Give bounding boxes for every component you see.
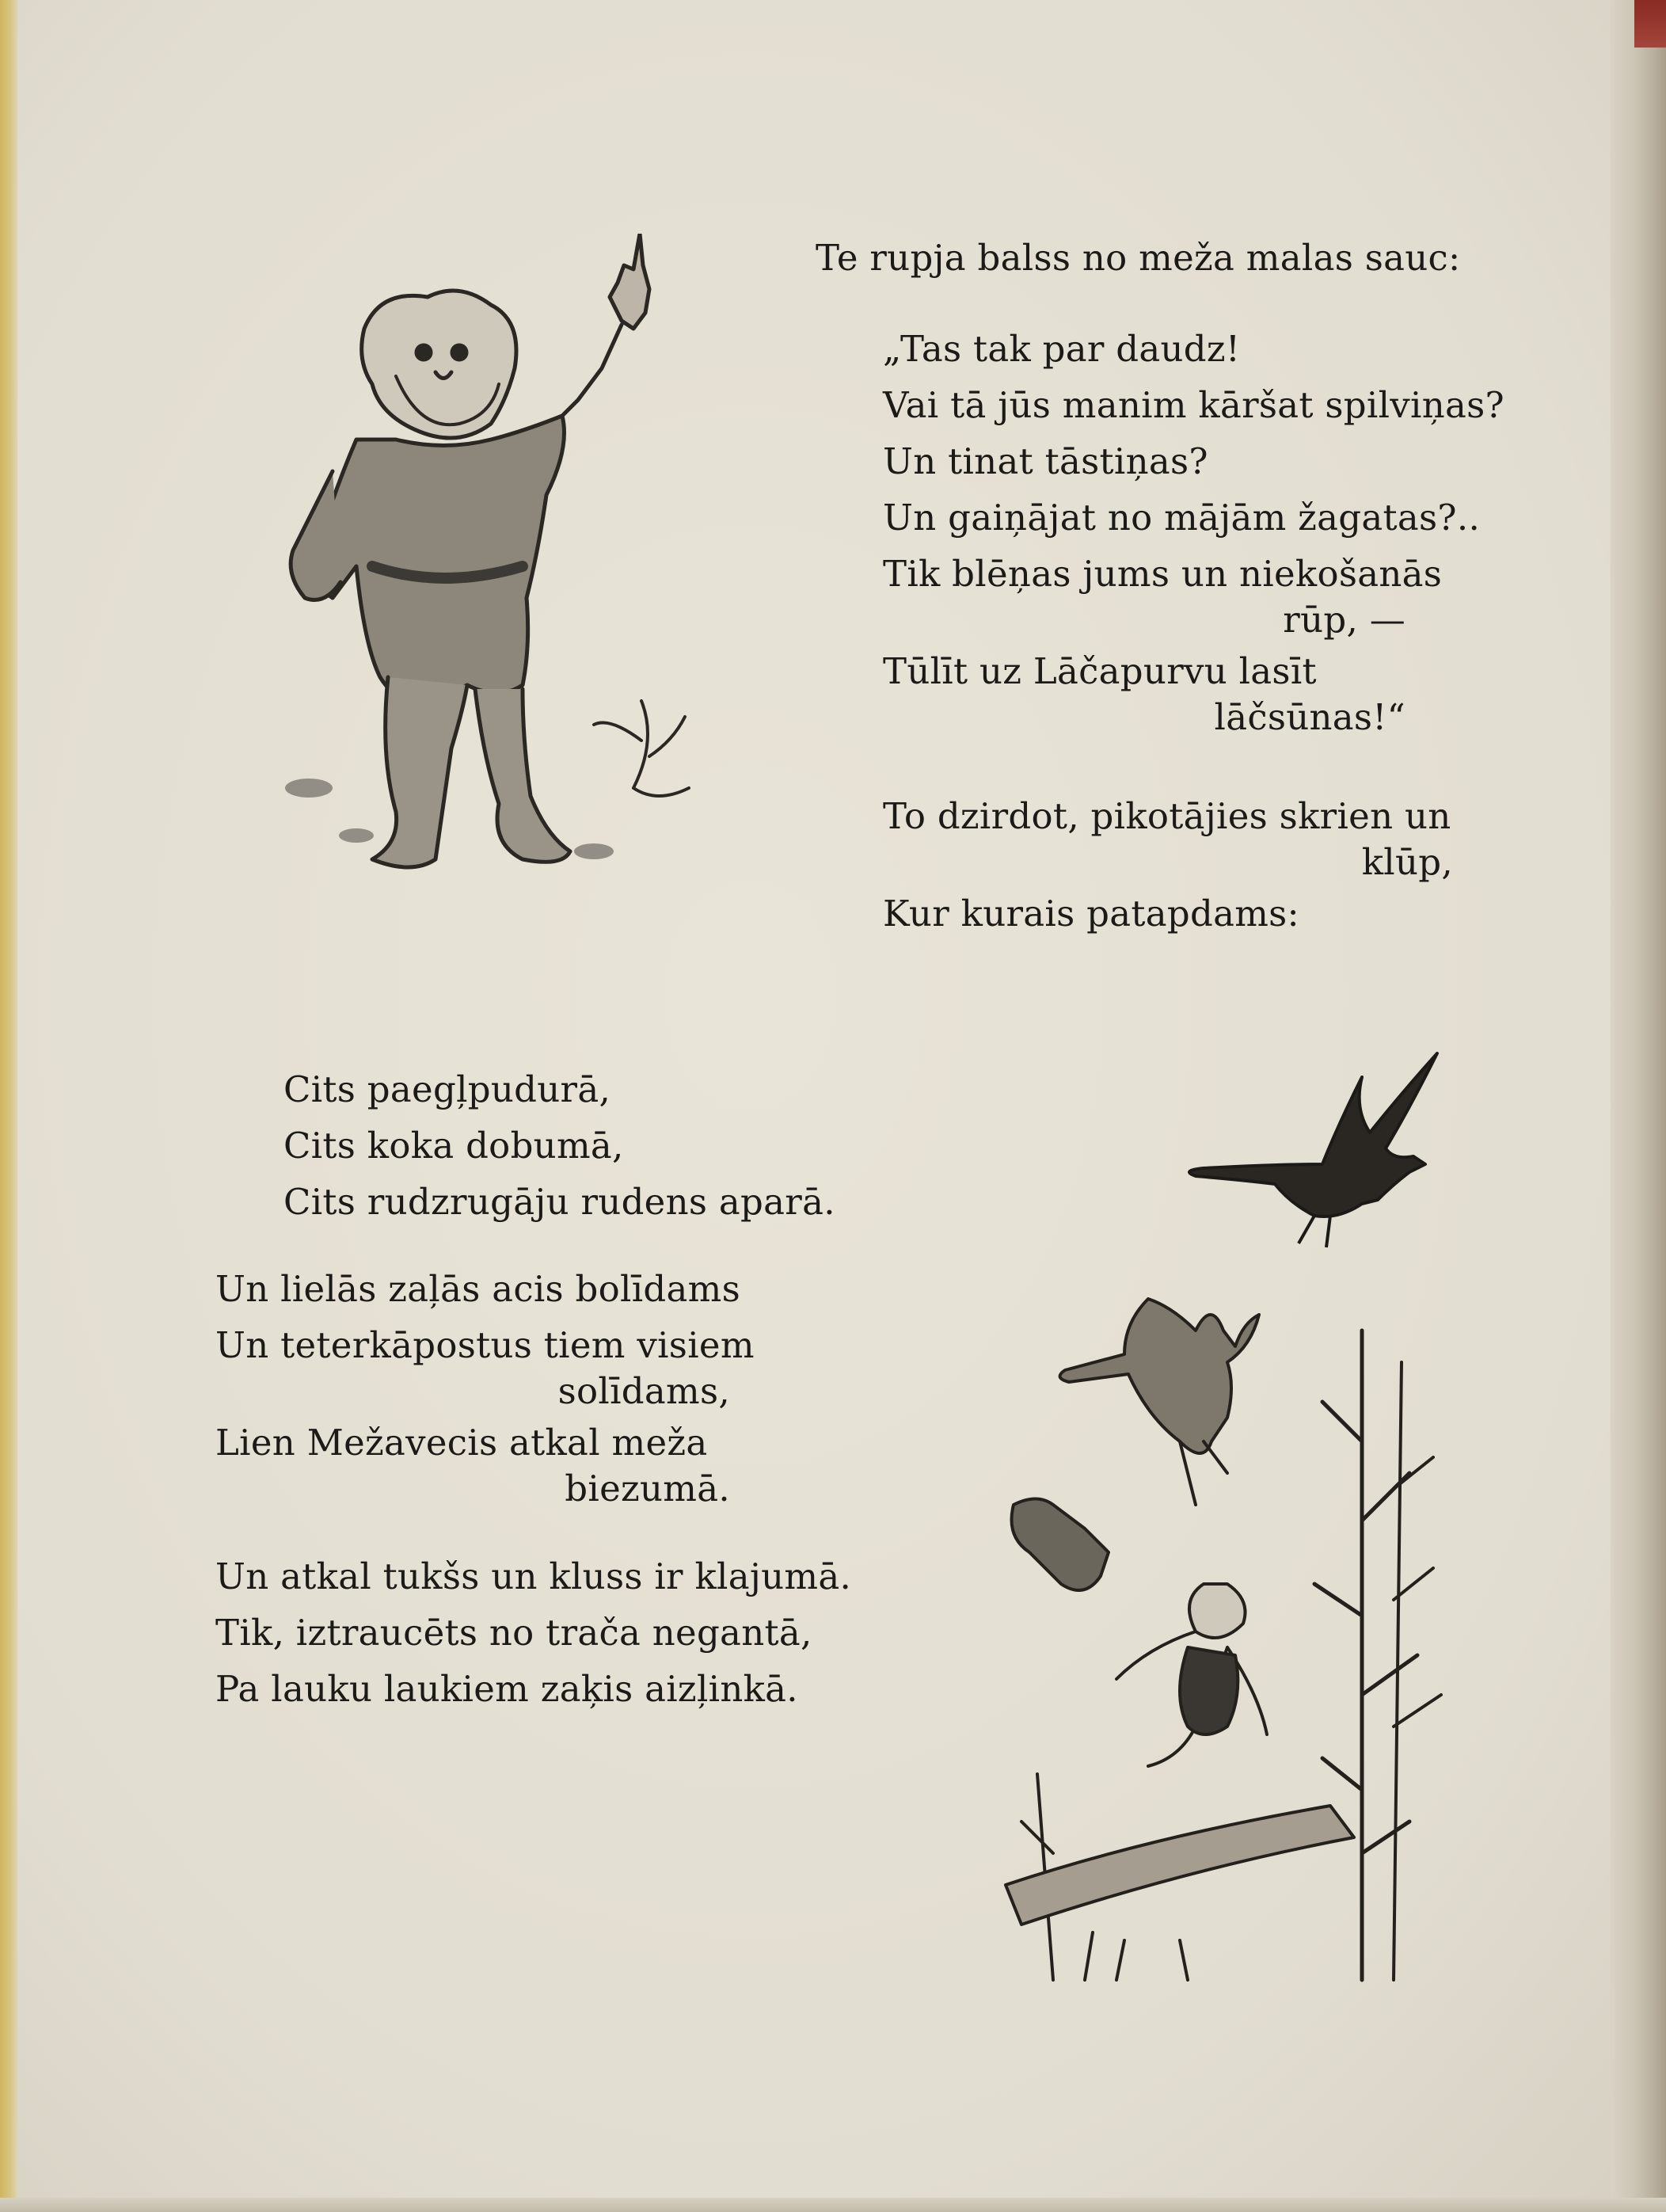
eyes-line-3-cont: biezumā. <box>565 1468 730 1510</box>
eyes-line-2: Un teterkāpostus tiem visiem <box>215 1324 755 1366</box>
ending-line-2: Tik, iztraucēts no trača negantā, <box>215 1612 812 1654</box>
narration-line-1: To dzirdot, pikotājies skrien un <box>883 795 1451 837</box>
intro-text: Te rupja balss no meža malas sauc: <box>816 237 1461 279</box>
eyes-line-2-cont: solīdams, <box>557 1370 730 1412</box>
eyes-stanza <box>215 1261 754 1512</box>
speech-line-2: Vai tā jūs manim kāršat spilviņas? <box>883 384 1504 426</box>
narration-line-2: Kur kurais patapdams: <box>883 893 1300 935</box>
speech-line-6: Tūlīt uz Lāčapurvu lasīt <box>883 650 1317 692</box>
ending-line-3: Pa lauku laukiem zaķis aizļinkā. <box>215 1668 798 1710</box>
places-stanza <box>283 1061 835 1230</box>
page-right-shadow-edge <box>1611 0 1666 2212</box>
places-line-1: Cits paegļpudurā, <box>283 1068 611 1110</box>
cover-corner <box>1634 0 1666 48</box>
intro-line <box>816 230 1460 286</box>
narration-line-1-cont: klūp, <box>1361 841 1453 883</box>
hare-and-child-illustration <box>990 1283 1481 1996</box>
places-line-2: Cits koka dobumā, <box>283 1125 624 1167</box>
narration-stanza <box>883 788 1453 942</box>
page-left-gold-edge <box>0 0 17 2212</box>
speech-line-1: „Tas tak par daudz! <box>883 328 1241 370</box>
crow-illustration <box>1180 1045 1441 1259</box>
eyes-line-3: Lien Mežavecis atkal meža <box>215 1422 708 1464</box>
ending-line-1: Un atkal tukšs un kluss ir klajumā. <box>215 1555 852 1597</box>
page-bottom-edge <box>0 2198 1666 2212</box>
ending-stanza <box>215 1548 851 1717</box>
speech-line-3: Un tinat tāstiņas? <box>883 440 1208 482</box>
places-line-3: Cits rudzrugāju rudens aparā. <box>283 1181 835 1223</box>
speech-line-5: Tik blēņas jums un niekošanās <box>883 553 1443 595</box>
speech-line-6-cont: lāčsūnas!“ <box>1214 696 1405 738</box>
eyes-line-1: Un lielās zaļās acis bolīdams <box>215 1268 741 1310</box>
speech-line-5-cont: rūp, — <box>1283 599 1405 641</box>
speech-line-4: Un gaiņājat no mājām žagatas?.. <box>883 497 1481 539</box>
forest-old-man-illustration <box>261 234 728 891</box>
speech-stanza <box>883 321 1504 741</box>
